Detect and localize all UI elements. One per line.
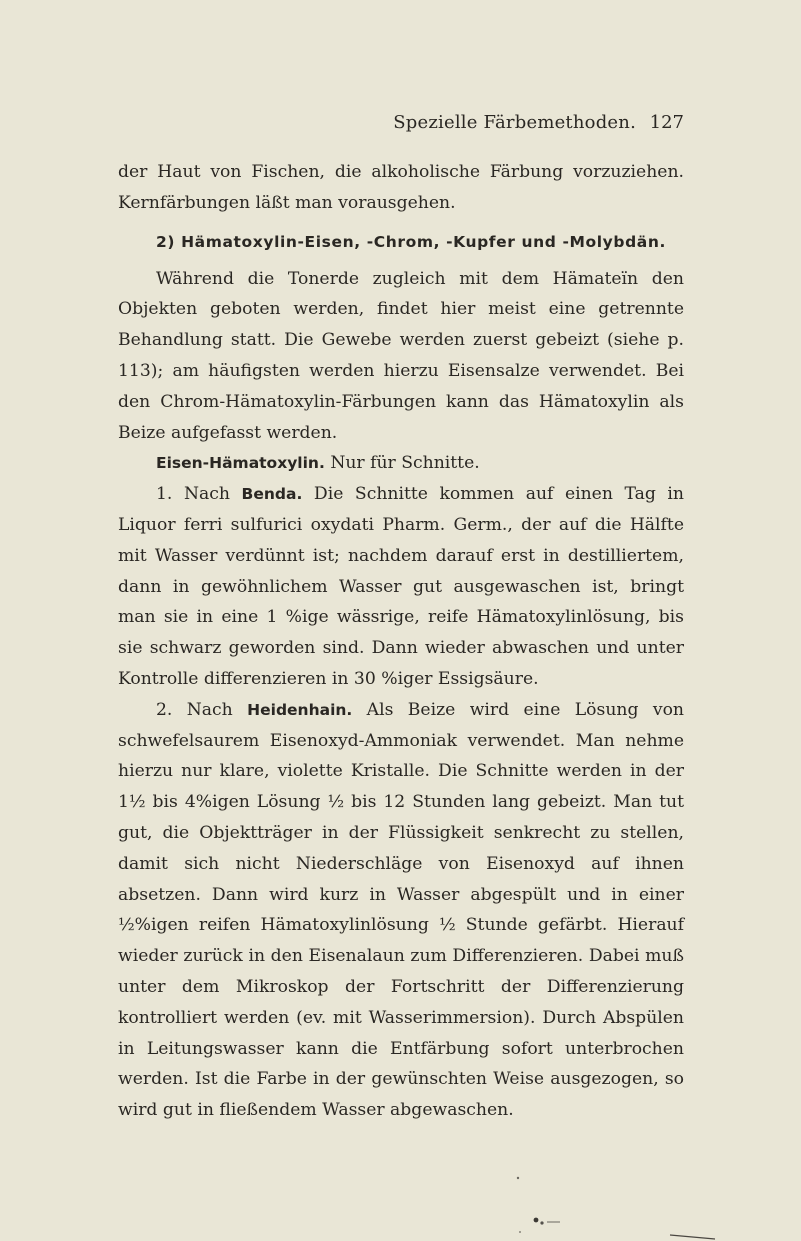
paragraph-intro: Während die Tonerde zugleich mit dem Hämateïn den Objekten geboten werden, findet hier meist eine getrennte Behandlung statt. Die Gewebe werden zuerst gebeizt (siehe p. 113); am häufigsten werden hierzu Eisensalze verwendet. Bei den Chrom-Hämatoxylin-Färbungen kann das Hämatoxylin als Beize aufgefasst werden. [118, 268, 684, 443]
item-number: 2. Nach [156, 699, 248, 720]
running-title: Spezielle Färbemethoden. [393, 112, 636, 133]
page-header [118, 112, 684, 142]
author-name: Benda. [241, 485, 303, 504]
item-number: 1. Nach [156, 484, 242, 505]
body-text [118, 157, 684, 1126]
paragraph-text: Als Beize wird eine Lösung von schwefelsaurem Eisenoxyd-Ammoniak verwendet. Man nehme hierzu nur klare, violette Kristalle. Die Schnitte werden in der 1½ bis 4%igen Lösung ½ bis 12 Stunden lang gebeizt. Man tut gut, die Objektträger in der Flüssigkeit senkrecht zu stellen, damit sich nicht Niederschläge von Eisenoxyd auf ihnen absetzen. Dann wird kurz in Wasser abgespült und in einer ½%igen reifen Hämatoxylinlösung ½ Stunde gefärbt. Hierauf wieder zurück in den Eisenalaun zum Differenzieren. Dabei muß unter dem Mikroskop der Fortschritt der Differenzierung kontrolliert werden (ev. mit Wasserimmersion). Durch Abspülen in Leitungswasser kann die Entfärbung sofort unterbrochen werden. Ist die Farbe in der gewünschten Weise ausgezogen, so wird gut in fließendem Wasser abgewaschen. [118, 699, 684, 1121]
paragraph-text: Die Schnitte kommen auf einen Tag in Liquor ferri sulfurici oxydati Pharm. Germ., der auf die Hälfte mit Wasser verdünnt ist; nachdem darauf erst in destilliertem, dann in gewöhnlichem Wasser gut ausgewaschen ist, bringt man sie in eine 1 %ige wässrige, reife Hämatoxylinlösung, bis sie schwarz geworden sind. Dann wieder abwaschen und unter Kontrolle differenzieren in 30 %iger Essigsäure. [118, 484, 685, 689]
paragraph-heidenhain [118, 695, 684, 1126]
paragraph-eisen-haematoxylin [118, 448, 684, 479]
scan-specks [500, 1160, 720, 1240]
run-in-heading: Eisen-Hämatoxylin. [156, 454, 325, 473]
section-heading: 2) Hämatoxylin-Eisen, -Chrom, -Kupfer und -Molybdän. [156, 232, 666, 251]
page-number: 127 [649, 112, 684, 133]
paragraph-benda [118, 479, 684, 695]
author-name: Heidenhain. [247, 700, 353, 719]
paragraph-text: Nur für Schnitte. [324, 453, 480, 474]
paragraph-continuation: der Haut von Fischen, die alkoholische Färbung vorzuziehen. Kernfärbungen läßt man vorausgehen. [118, 162, 684, 213]
